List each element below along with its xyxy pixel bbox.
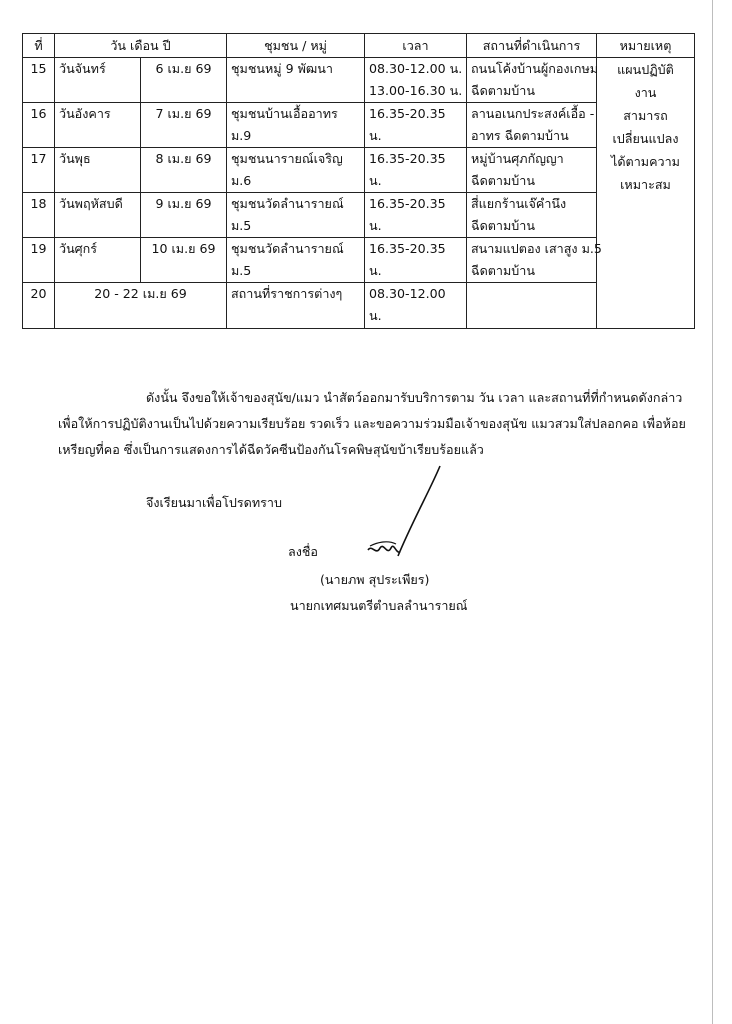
row-place [467,58,597,103]
row-place-line: ฉีดตามบ้าน [471,263,535,278]
row-community: ชุมชนนารายณ์เจริญ ม.6 [227,148,365,193]
signatory-title: นายกเทศมนตรีตำบลลำนารายณ์ [290,598,468,613]
remark-line: ได้ตามความ [611,154,680,169]
body-line: เพื่อให้การปฏิบัติงานเป็นไปด้วยความเรียบร้อย รวดเร็ว และขอความร่วมมือเจ้าของสุนัข แมวสวมใส่ปลอกคอ เพื่อห้อย [58,416,686,431]
row-community: ชุมชนบ้านเอื้ออาทร ม.9 [227,103,365,148]
signatory-name: (นายภพ สุประเพียร) [320,572,430,587]
row-place [467,238,602,283]
row-place-line: ฉีดตามบ้าน [471,218,535,233]
header-place: สถานที่ดำเนินการ [467,34,597,58]
row-day: วันพฤหัสบดี [55,193,141,238]
remark-line: งาน [634,85,657,100]
row-number: 19 [23,238,55,283]
body-line: ดังนั้น จึงขอให้เจ้าของสุนัข/แมว นำสัตว์ออกมารับบริการตาม วัน เวลา และสถานที่ที่กำหนดดังกล่าว [146,390,683,405]
row-day: วันอังคาร [55,103,141,148]
row-time-line: 08.30-12.00 น. [369,61,463,76]
remark-line: แผนปฏิบัติ [617,62,674,77]
row-date: 7 เม.ย 69 [141,103,227,148]
row-time: 08.30-12.00 น. [365,283,467,329]
schedule-table [22,33,695,329]
row-place-line: สนามแปตอง เสาสูง ม.5 [471,241,602,256]
row-place-line: สี่แยกร้านเจ๊คำนึง [471,196,567,211]
table-row [23,283,695,329]
closing-line: จึงเรียนมาเพื่อโปรดทราบ [146,495,282,510]
remark-line: เหมาะสม [620,177,671,192]
header-date: วัน เดือน ปี [55,34,227,58]
row-date: 6 เม.ย 69 [141,58,227,103]
row-place-line: ฉีดตามบ้าน [471,83,535,98]
header-remark: หมายเหตุ [597,34,695,58]
row-number: 17 [23,148,55,193]
table-row [23,148,695,193]
row-time-line: 13.00-16.30 น. [369,83,463,98]
row-time: 16.35-20.35 น. [365,238,467,283]
header-community: ชุมชน / หมู่ [227,34,365,58]
table-row [23,238,695,283]
signature-label: ลงชื่อ [288,544,318,559]
remark-line: สามารถ [623,108,668,123]
row-number: 16 [23,103,55,148]
table-row [23,58,695,103]
row-date: 10 เม.ย 69 [141,238,227,283]
row-date: 9 เม.ย 69 [141,193,227,238]
row-place-line: หมู่บ้านศุภกัญญา [471,151,564,166]
row-date-range: 20 - 22 เม.ย 69 [55,283,227,329]
row-place [467,103,597,148]
body-line: เหรียญที่คอ ซึ่งเป็นการแสดงการได้ฉีดวัคซีนป้องกันโรคพิษสุนัขบ้าเรียบร้อยแล้ว [58,442,484,457]
row-community: สถานที่ราชการต่างๆ [227,283,365,329]
row-community: ชุมชนวัดลำนารายณ์ ม.5 [227,193,365,238]
row-day: วันศุกร์ [55,238,141,283]
table-header-row [23,34,695,58]
row-time: 16.35-20.35 น. [365,103,467,148]
row-place [467,148,597,193]
row-number: 18 [23,193,55,238]
header-time: เวลา [365,34,467,58]
row-time: 16.35-20.35 น. [365,148,467,193]
row-place [467,283,597,329]
body-paragraph [58,385,698,463]
row-community: ชุมชนวัดลำนารายณ์ ม.5 [227,238,365,283]
row-place-line: ลานอเนกประสงค์เอื้อ - [471,106,595,121]
row-place-line: ฉีดตามบ้าน [471,173,535,188]
row-place-line: อาทร ฉีดตามบ้าน [471,128,569,143]
remark-line: เปลี่ยนแปลง [612,131,679,146]
row-place-line: ถนนโค้งบ้านผู้กองเกษม [471,61,599,76]
row-number: 20 [23,283,55,329]
table-row [23,193,695,238]
row-date: 8 เม.ย 69 [141,148,227,193]
row-day: วันพุธ [55,148,141,193]
row-day: วันจันทร์ [55,58,141,103]
remark-cell [597,58,695,329]
scan-edge-line [712,0,713,1024]
row-number: 15 [23,58,55,103]
header-no: ที่ [23,34,55,58]
row-community: ชุมชนหมู่ 9 พัฒนา [227,58,365,103]
row-time: 16.35-20.35 น. [365,193,467,238]
row-place [467,193,597,238]
table-row [23,103,695,148]
row-time [365,58,467,103]
signature-mark [360,460,450,570]
